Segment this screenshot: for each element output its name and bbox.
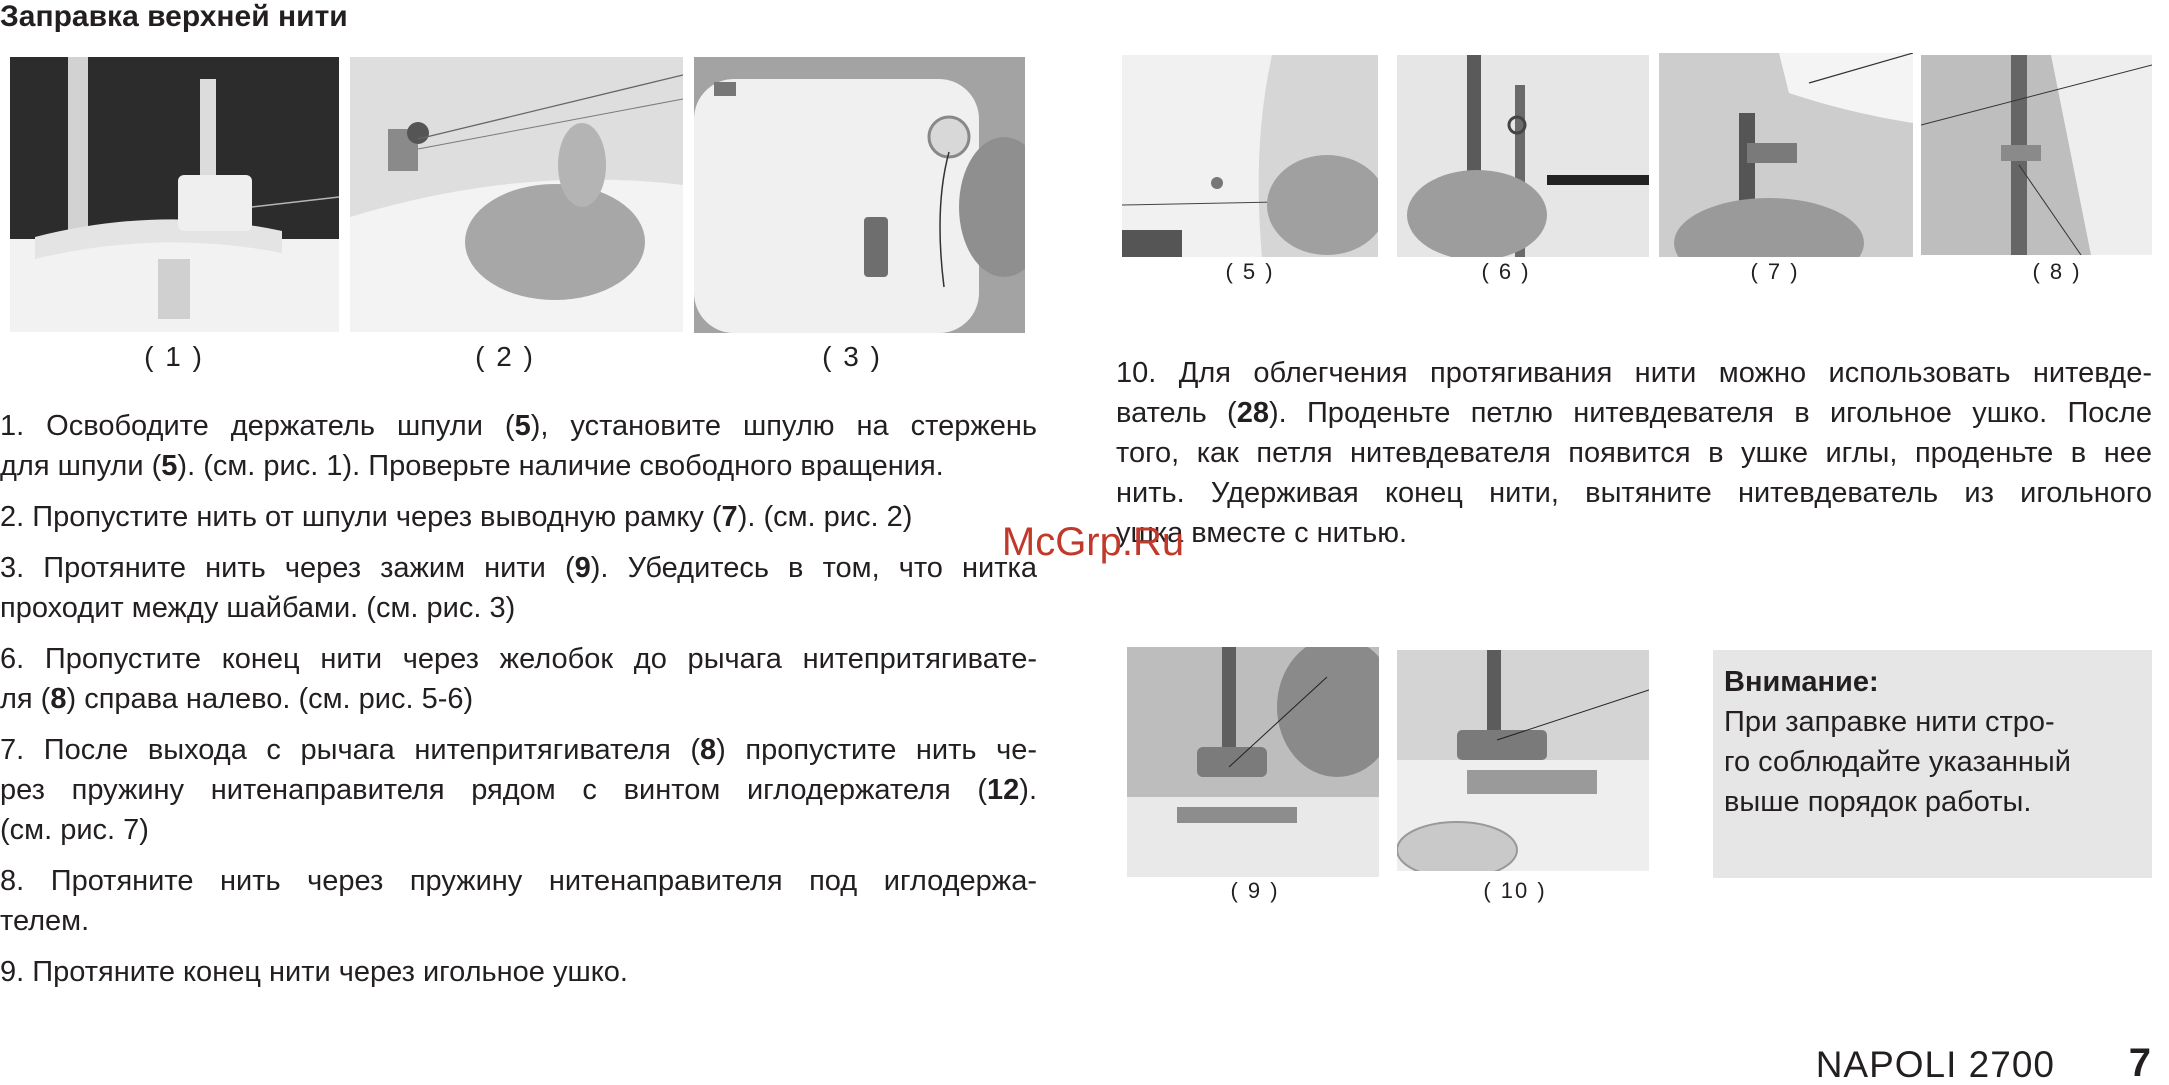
- needle-clamp-image: [1659, 53, 1913, 257]
- footer-model-name: NAPOLI 2700: [1815, 1044, 2055, 1085]
- figure-10-caption: ( 10 ): [1483, 878, 1547, 903]
- needle-eye-image: [1127, 647, 1379, 877]
- bold-reference: 28: [1236, 397, 1269, 429]
- bold-reference: 5: [514, 410, 531, 442]
- spool-pin-image: [10, 57, 339, 332]
- figure-6-caption: ( 6 ): [1481, 259, 1531, 284]
- text-line: нить. Удерживая конец нити, вытяните нитевдеватель из игольного: [1116, 477, 2152, 509]
- text-line: того, как петля нитевдевателя появится в ушке иглы, проденьте в нее: [1116, 437, 2152, 469]
- bold-reference: 9: [574, 552, 591, 584]
- text-line: для шпули (5). (см. рис. 1). Проверьте наличие свободного вращения.: [0, 450, 944, 482]
- take-up-lever-image: [1122, 55, 1378, 257]
- figure-9-caption: ( 9 ): [1230, 878, 1280, 903]
- needle-bar-image: [1921, 55, 2152, 255]
- figure-8-caption: ( 8 ): [2032, 259, 2082, 284]
- text-line: 6. Пропустите конец нити через желобок до рычага нитепритягивате-: [0, 643, 1037, 675]
- needle-threader-image: [1397, 650, 1649, 871]
- attention-line: выше порядок работы.: [1724, 786, 2032, 818]
- text-line: 2. Пропустите нить от шпули через выводную рамку (7). (см. рис. 2): [0, 501, 913, 533]
- paragraph: [0, 861, 1037, 941]
- paragraph: [0, 730, 1037, 850]
- figure-10-photo: [1397, 650, 1649, 871]
- bold-reference: 12: [987, 774, 1020, 806]
- thread-guide-image: [350, 57, 683, 332]
- attention-line: При заправке нити стро-: [1724, 706, 2055, 738]
- attention-line: го соблюдайте указанный: [1724, 746, 2071, 778]
- page-number: 7: [2128, 1041, 2151, 1085]
- bold-reference: 8: [50, 683, 67, 715]
- text-line: 8. Протяните нить через пружину нитенаправителя под иглодержа-: [0, 865, 1037, 897]
- attention-heading: Внимание:: [1724, 666, 1879, 698]
- text-line: проходит между шайбами. (см. рис. 3): [0, 592, 516, 624]
- text-line: ушка вместе с нитью.: [1116, 517, 1408, 549]
- paragraph: [0, 406, 1037, 486]
- figure-1-caption: ( 1 ): [144, 341, 204, 372]
- bold-reference: 7: [721, 501, 738, 533]
- figure-2-caption: ( 2 ): [475, 341, 535, 372]
- bold-reference: 8: [700, 734, 717, 766]
- instruction-steps-left: [0, 406, 1037, 1003]
- paragraph: [0, 497, 1037, 537]
- text-line: телем.: [0, 905, 90, 937]
- text-line: 10. Для облегчения протягивания нити можно использовать нитевде-: [1116, 357, 2152, 389]
- paragraph: [0, 952, 1037, 992]
- figure-5-caption: ( 5 ): [1225, 259, 1275, 284]
- text-line: (см. рис. 7): [0, 814, 149, 846]
- watermark: McGrp.Ru: [1001, 520, 1185, 564]
- figure-8-photo: [1921, 55, 2152, 255]
- attention-notice: [1713, 650, 2152, 878]
- figure-7-photo: [1659, 53, 1913, 257]
- text-line: 9. Протяните конец нити через игольное ушко.: [0, 956, 628, 988]
- text-line: ля (8) справа налево. (см. рис. 5-6): [0, 683, 474, 715]
- paragraph: [0, 548, 1037, 628]
- bold-reference: 5: [161, 450, 178, 482]
- text-line: 1. Освободите держатель шпули (5), установите шпулю на стержень: [0, 410, 1037, 442]
- figure-9-photo: [1127, 647, 1379, 877]
- figure-5-photo: [1122, 55, 1378, 257]
- text-line: рез пружину нитенаправителя рядом с винтом иглодержателя (12).: [0, 774, 1037, 806]
- text-line: ватель (28). Проденьте петлю нитевдевателя в игольное ушко. После: [1116, 397, 2152, 429]
- figure-7-caption: ( 7 ): [1750, 259, 1800, 284]
- paragraph: [0, 639, 1037, 719]
- figure-1-photo: [10, 57, 339, 332]
- thread-slot-image: [1397, 55, 1649, 257]
- paragraph: [1116, 353, 2152, 553]
- figure-3-photo: [694, 57, 1025, 333]
- tension-disc-image: [694, 57, 1025, 333]
- text-line: 7. После выхода с рычага нитепритягивателя (8) пропустите нить че-: [0, 734, 1037, 766]
- figure-6-photo: [1397, 55, 1649, 257]
- figure-2-photo: [350, 57, 683, 332]
- figure-3-caption: ( 3 ): [822, 341, 882, 372]
- text-line: 3. Протяните нить через зажим нити (9). Убедитесь в том, что нитка: [0, 552, 1037, 584]
- page-title: Заправка верхней нити: [0, 0, 348, 33]
- instruction-steps-right: [1116, 353, 2152, 564]
